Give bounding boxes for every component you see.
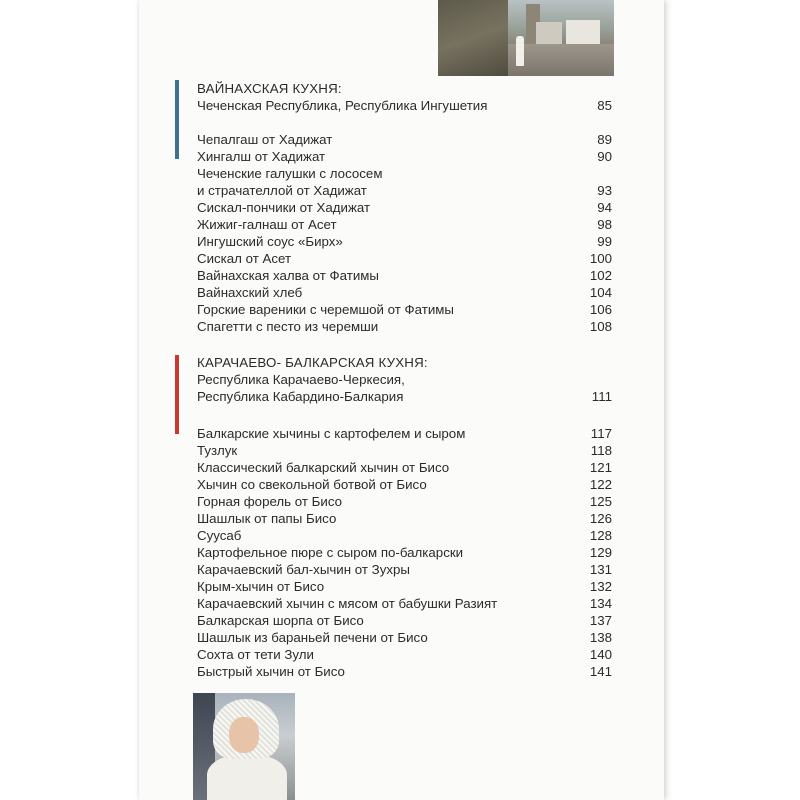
toc-entry-title: Балкарские хычины с картофелем и сыром bbox=[197, 426, 466, 441]
toc-entry-title: Балкарская шорпа от Бисо bbox=[197, 613, 364, 628]
toc-entry-page: 129 bbox=[589, 545, 612, 560]
toc-entry-title: Сискал-пончики от Хадижат bbox=[197, 200, 371, 215]
toc-entry bbox=[197, 182, 612, 199]
toc-entry-page: 99 bbox=[597, 234, 612, 249]
karachay-subheading-line2: Республика Кабардино-Балкария bbox=[197, 389, 404, 404]
toc-entry-page: 118 bbox=[590, 443, 612, 458]
toc-entry-title: Быстрый хычин от Бисо bbox=[197, 664, 345, 679]
toc-entry-page: 138 bbox=[589, 630, 612, 645]
toc-entry-page: 90 bbox=[597, 149, 612, 164]
toc-entry bbox=[197, 459, 612, 476]
vainakh-section-header bbox=[197, 80, 612, 114]
toc-entry-title: Крым-хычин от Бисо bbox=[197, 579, 325, 594]
toc-entry bbox=[197, 527, 612, 544]
toc-entry-page: 131 bbox=[589, 562, 612, 577]
toc-entry-title: Горная форель от Бисо bbox=[197, 494, 343, 509]
toc-entry-page: 134 bbox=[589, 596, 612, 611]
toc-entry bbox=[197, 646, 612, 663]
toc-entry-title: Шашлык от папы Бисо bbox=[197, 511, 337, 526]
toc-entry bbox=[197, 544, 612, 561]
toc-entry bbox=[197, 318, 612, 335]
toc-entry-title: и страчателлой от Хадижат bbox=[197, 183, 367, 198]
toc-entry-page: 126 bbox=[589, 511, 612, 526]
toc-entry-page: 132 bbox=[589, 579, 612, 594]
vainakh-subheading-page: 85 bbox=[597, 98, 612, 113]
toc-entry bbox=[197, 216, 612, 233]
toc-entry-page: 137 bbox=[589, 613, 612, 628]
toc-entry-title: Карачаевский бал-хычин от Зухры bbox=[197, 562, 410, 577]
toc-entry-title: Чепалгаш от Хадижат bbox=[197, 132, 333, 147]
toc-entry-title: Спагетти с песто из черемши bbox=[197, 319, 379, 334]
toc-entry-page: 121 bbox=[589, 460, 612, 475]
toc-entry bbox=[197, 165, 612, 182]
toc-entry-page: 125 bbox=[589, 494, 612, 509]
toc-entry bbox=[197, 476, 612, 493]
toc-entry-title: Классический балкарский хычин от Бисо bbox=[197, 460, 450, 475]
toc-entry-page: 108 bbox=[589, 319, 612, 334]
toc-entry-title: Вайнахская халва от Фатимы bbox=[197, 268, 379, 283]
toc-entry-title: Шашлык из бараньей печени от Бисо bbox=[197, 630, 428, 645]
toc-entry-title: Чеченские галушки с лососем bbox=[197, 166, 383, 181]
toc-entry bbox=[197, 595, 612, 612]
toc-entry bbox=[197, 199, 612, 216]
toc-entry bbox=[197, 442, 612, 459]
vainakh-heading: ВАЙНАХСКАЯ КУХНЯ: bbox=[197, 81, 342, 96]
toc-entry-page: 140 bbox=[589, 647, 612, 662]
toc-entry bbox=[197, 612, 612, 629]
toc-entry-page: 98 bbox=[597, 217, 612, 232]
toc-entry bbox=[197, 250, 612, 267]
toc-entry bbox=[197, 131, 612, 148]
toc-entry-title: Горские вареники с черемшой от Фатимы bbox=[197, 302, 454, 317]
toc-entry-title: Сохта от тети Зули bbox=[197, 647, 314, 662]
karachay-recipe-list bbox=[197, 425, 612, 680]
karachay-heading: КАРАЧАЕВО- БАЛКАРСКАЯ КУХНЯ: bbox=[197, 355, 428, 370]
toc-entry-page: 141 bbox=[589, 664, 612, 679]
toc-entry-page: 128 bbox=[589, 528, 612, 543]
toc-entry bbox=[197, 233, 612, 250]
toc-entry bbox=[197, 493, 612, 510]
toc-entry-page: 93 bbox=[597, 183, 612, 198]
toc-entry-title: Картофельное пюре с сыром по-балкарски bbox=[197, 545, 464, 560]
toc-entry-page: 117 bbox=[590, 426, 612, 441]
toc-entry bbox=[197, 425, 612, 442]
toc-entry bbox=[197, 267, 612, 284]
toc-entry-title: Хингалш от Хадижат bbox=[197, 149, 326, 164]
karachay-subheading-page: 111 bbox=[591, 389, 612, 404]
toc-entry-title: Жижиг-галнаш от Асет bbox=[197, 217, 337, 232]
toc-entry-title: Карачаевский хычин с мясом от бабушки Разият bbox=[197, 596, 498, 611]
vainakh-recipe-list bbox=[197, 131, 612, 335]
toc-entry-title: Сискал от Асет bbox=[197, 251, 292, 266]
karachay-section-header bbox=[197, 354, 612, 405]
toc-entry-title: Суусаб bbox=[197, 528, 242, 543]
karachay-subheading-line1: Республика Карачаево-Черкесия, bbox=[197, 372, 405, 387]
toc-entry-title: Вайнахский хлеб bbox=[197, 285, 303, 300]
toc-entry-page: 102 bbox=[589, 268, 612, 283]
karachay-section-accent-bar bbox=[175, 355, 179, 434]
woman-in-headscarf-photo bbox=[193, 693, 295, 800]
toc-entry-page: 106 bbox=[589, 302, 612, 317]
toc-entry-page: 104 bbox=[589, 285, 612, 300]
toc-entry bbox=[197, 301, 612, 318]
toc-entry bbox=[197, 561, 612, 578]
toc-entry-page: 94 bbox=[597, 200, 612, 215]
toc-entry-title: Ингушский соус «Бирх» bbox=[197, 234, 343, 249]
toc-entry-title: Тузлук bbox=[197, 443, 238, 458]
toc-entry bbox=[197, 148, 612, 165]
toc-entry-page: 100 bbox=[589, 251, 612, 266]
toc-entry bbox=[197, 510, 612, 527]
toc-entry-page: 122 bbox=[589, 477, 612, 492]
toc-entry-page: 89 bbox=[597, 132, 612, 147]
toc-entry bbox=[197, 629, 612, 646]
toc-entry bbox=[197, 578, 612, 595]
vainakh-section-accent-bar bbox=[175, 80, 179, 159]
toc-entry bbox=[197, 663, 612, 680]
mountain-village-photo bbox=[438, 0, 614, 76]
vainakh-subheading: Чеченская Республика, Республика Ингушетия bbox=[197, 98, 488, 113]
toc-entry-title: Хычин со свекольной ботвой от Бисо bbox=[197, 477, 427, 492]
toc-entry bbox=[197, 284, 612, 301]
